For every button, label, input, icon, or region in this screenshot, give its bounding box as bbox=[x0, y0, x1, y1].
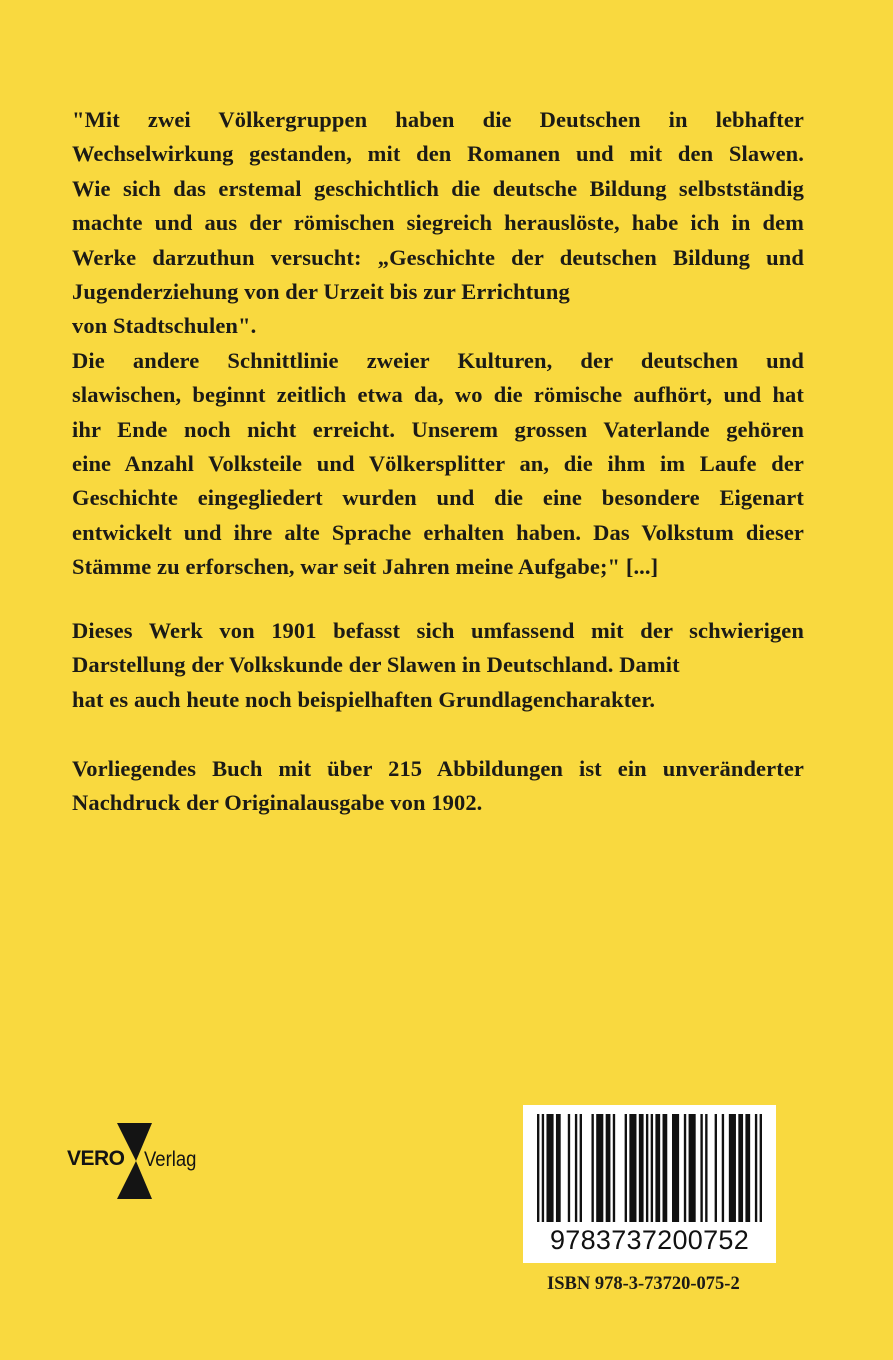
quote-line: Werke darzuthun versucht: „Geschichte der deutschen Bildung und bbox=[72, 244, 804, 270]
barcode-bar bbox=[672, 1114, 679, 1222]
quote-line: eine Anzahl Volksteile und Völkersplitter an, die ihm im Laufe der bbox=[72, 451, 804, 477]
barcode-bar bbox=[655, 1114, 660, 1222]
reprint-note bbox=[72, 752, 804, 821]
quote-line: Stämme zu erforschen, war seit Jahren meine Aufgabe;" [...] bbox=[72, 554, 659, 580]
quote-line: Jugenderziehung von der Urzeit bis zur Errichtung bbox=[72, 279, 570, 305]
barcode-bar bbox=[722, 1114, 724, 1222]
barcode-bar bbox=[715, 1114, 717, 1222]
description-line: Darstellung der Volkskunde der Slawen in Deutschland. Damit bbox=[72, 652, 680, 678]
barcode-bar bbox=[755, 1114, 757, 1222]
barcode-bar bbox=[760, 1114, 762, 1222]
barcode-bar bbox=[745, 1114, 750, 1222]
barcode-bar bbox=[639, 1114, 644, 1222]
barcode-bar bbox=[606, 1114, 611, 1222]
quote-line: machte und aus der römischen siegreich herauslöste, habe ich in dem bbox=[72, 210, 804, 236]
quote-line: Geschichte eingegliedert wurden und die eine besondere Eigenart bbox=[72, 485, 804, 511]
barcode-bar bbox=[689, 1114, 696, 1222]
barcode-bar bbox=[591, 1114, 593, 1222]
barcode-bar bbox=[684, 1114, 686, 1222]
publisher-logo bbox=[67, 1123, 207, 1199]
barcode-bar bbox=[705, 1114, 707, 1222]
quote-line: "Mit zwei Völkergruppen haben die Deutschen in lebhafter bbox=[72, 107, 804, 132]
description-line: hat es auch heute noch beispielhaften Grundlagencharakter. bbox=[72, 686, 656, 712]
barcode-bar bbox=[629, 1114, 636, 1222]
barcode-digits: 9783737200752 bbox=[549, 1225, 750, 1255]
barcode-bar bbox=[729, 1114, 736, 1222]
quote-line: entwickelt und ihre alte Sprache erhalten haben. Das Volkstum dieser bbox=[72, 519, 804, 545]
reprint-line: Nachdruck der Originalausgabe von 1902. bbox=[72, 790, 483, 816]
publisher-logo-verlag: Verlag bbox=[144, 1148, 197, 1171]
isbn-number: ISBN 978-3-73720-075-2 bbox=[547, 1274, 740, 1294]
barcode-bar bbox=[546, 1114, 553, 1222]
barcode-bar bbox=[542, 1114, 544, 1222]
barcode-bar bbox=[575, 1114, 577, 1222]
barcode-bar bbox=[646, 1114, 648, 1222]
barcode-bar bbox=[663, 1114, 668, 1222]
reprint-line: Vorliegendes Buch mit über 215 Abbildungen ist ein unveränderter bbox=[72, 756, 804, 781]
quote-line: Die andere Schnittlinie zweier Kulturen, der deutschen und bbox=[72, 347, 804, 373]
barcode-bars bbox=[537, 1114, 762, 1222]
barcode bbox=[523, 1105, 776, 1263]
description-line: Dieses Werk von 1901 befasst sich umfassend mit der schwierigen bbox=[72, 618, 804, 643]
barcode-bar bbox=[651, 1114, 653, 1222]
barcode-bar bbox=[568, 1114, 570, 1222]
barcode-bar bbox=[625, 1114, 627, 1222]
quote-line: slawischen, beginnt zeitlich etwa da, wo die römische aufhört, und hat bbox=[72, 382, 804, 408]
barcode-bar bbox=[738, 1114, 743, 1222]
barcode-bar bbox=[537, 1114, 539, 1222]
barcode-bar bbox=[700, 1114, 702, 1222]
quote-line: Wie sich das erstemal geschichtlich die deutsche Bildung selbstständig bbox=[72, 175, 804, 201]
book-description bbox=[72, 614, 804, 717]
barcode-bar bbox=[596, 1114, 603, 1222]
quote-line: Wechselwirkung gestanden, mit den Romanen und mit den Slawen. bbox=[72, 141, 804, 167]
back-cover-quote bbox=[72, 103, 804, 585]
quote-line: von Stadtschulen". bbox=[72, 313, 257, 339]
barcode-bar bbox=[580, 1114, 582, 1222]
barcode-bar bbox=[613, 1114, 615, 1222]
barcode-bar bbox=[556, 1114, 561, 1222]
quote-line: ihr Ende noch nicht erreicht. Unserem grossen Vaterlande gehören bbox=[72, 416, 804, 442]
publisher-logo-vero: VERO bbox=[67, 1147, 125, 1170]
